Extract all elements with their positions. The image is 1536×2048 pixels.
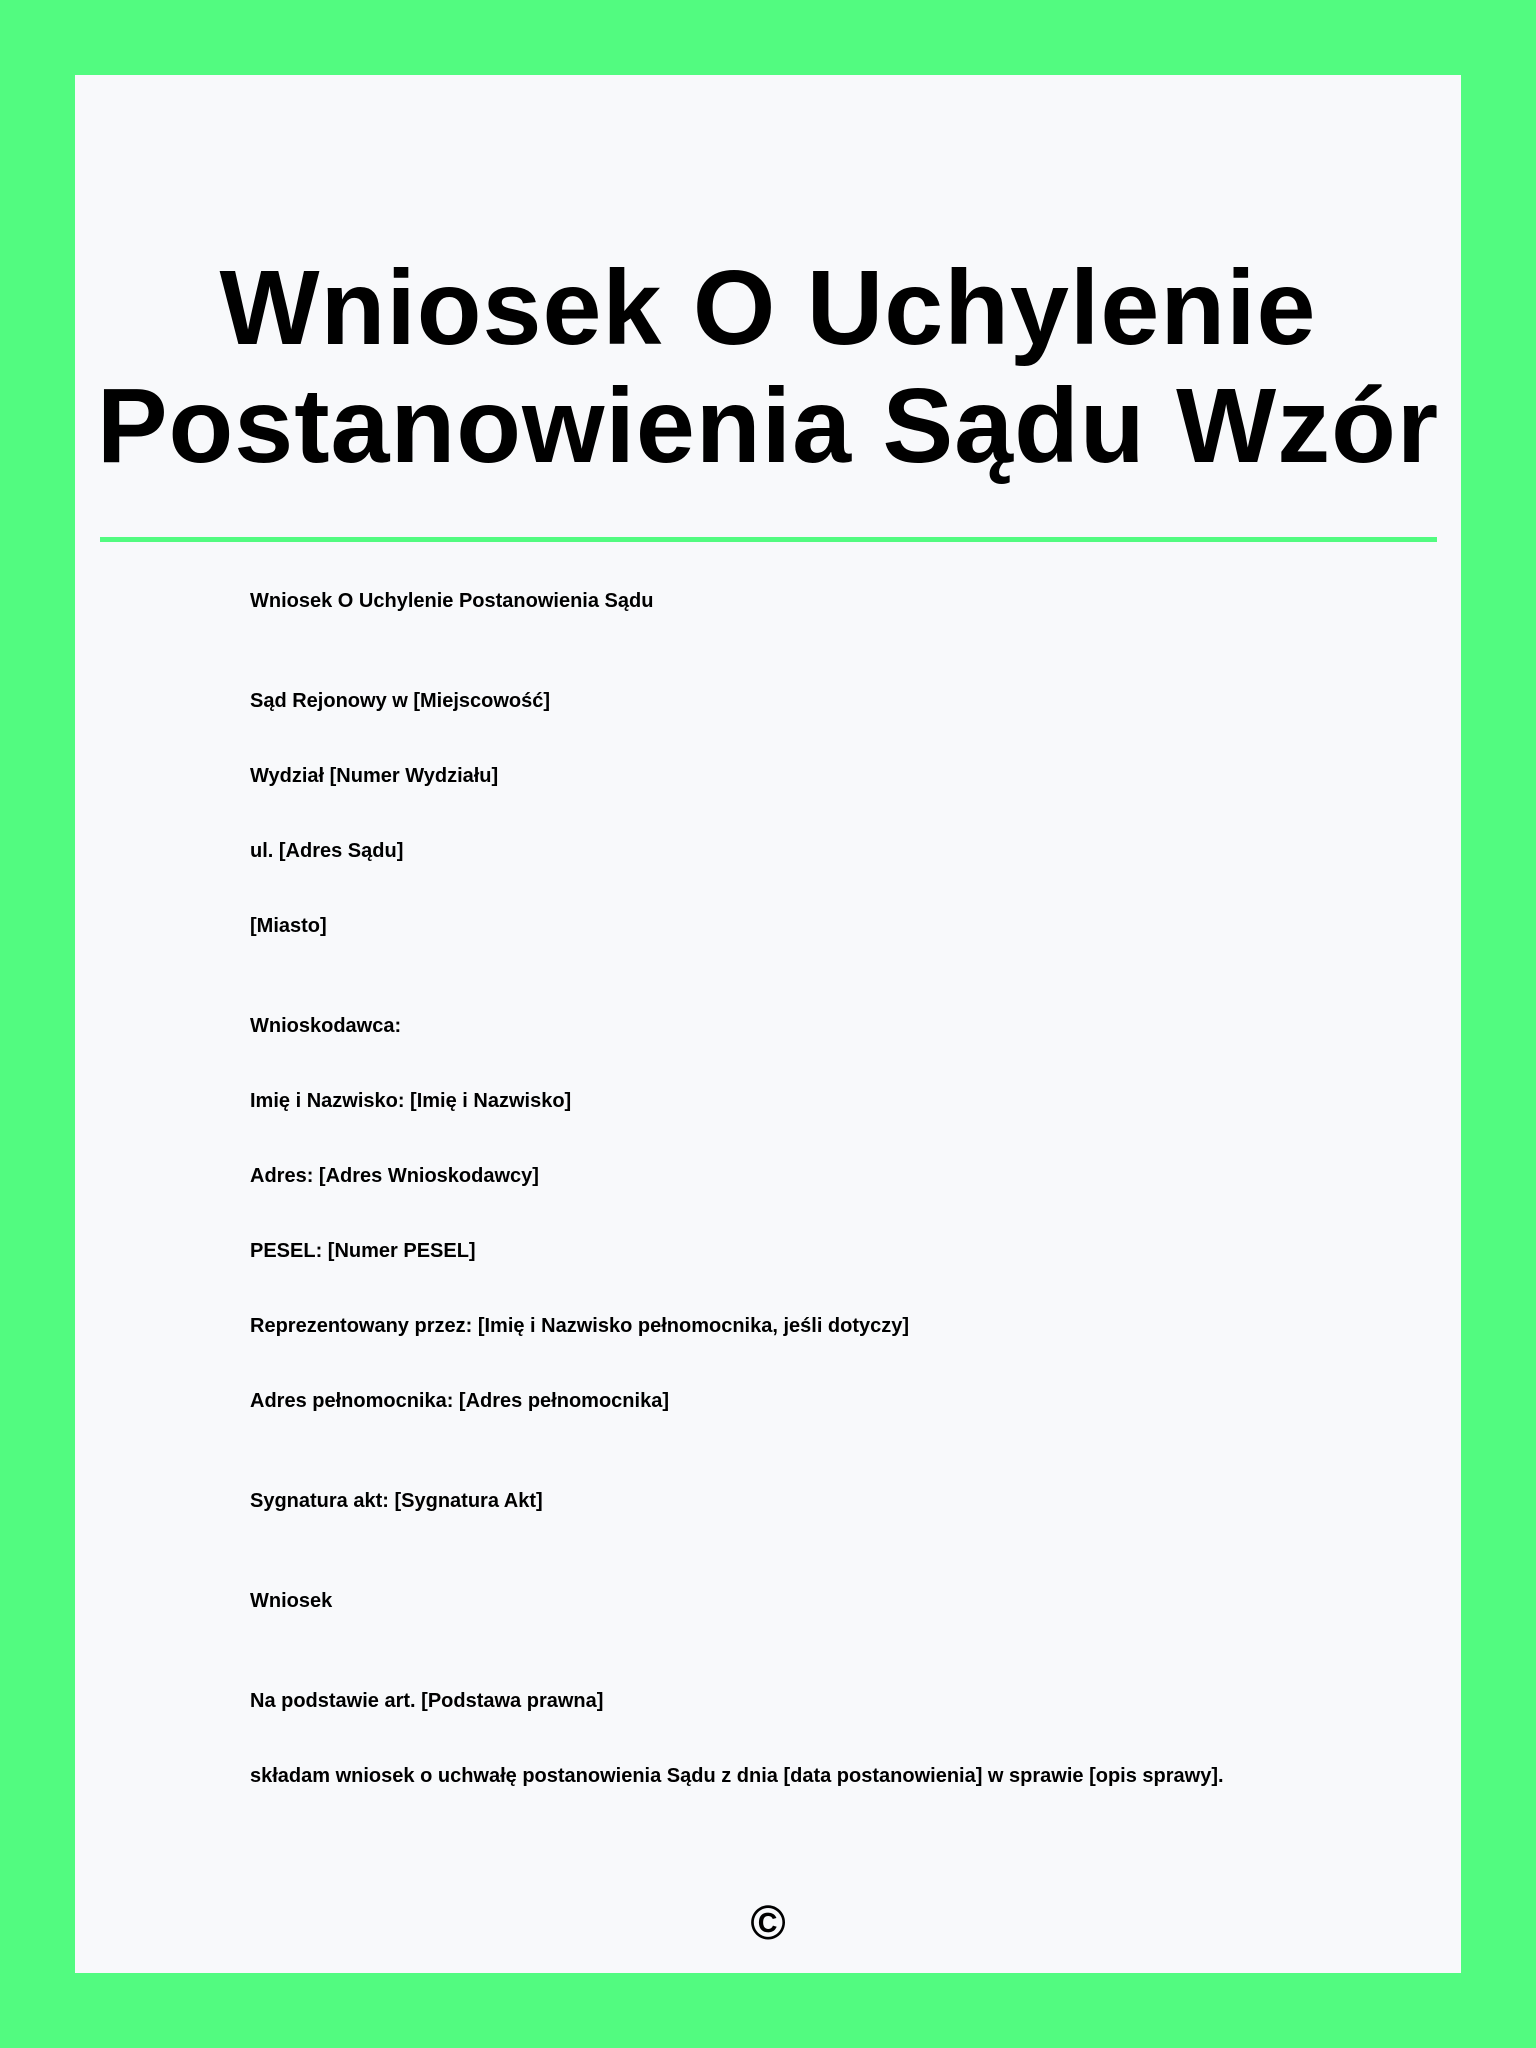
document-title: Wniosek O Uchylenie Postanowienia Sądu Wzór: [96, 249, 1440, 485]
applicant-name: Imię i Nazwisko: [Imię i Nazwisko]: [250, 1090, 572, 1112]
motion-heading: Wniosek: [250, 1590, 333, 1612]
court-street: ul. [Adres Sądu]: [250, 840, 404, 862]
applicant-heading: Wnioskodawca:: [250, 1015, 402, 1037]
applicant-pesel: PESEL: [Numer PESEL]: [250, 1240, 476, 1262]
case-signature: Sygnatura akt: [Sygnatura Akt]: [250, 1490, 543, 1512]
court-name: Sąd Rejonowy w [Miejscowość]: [250, 690, 551, 712]
legal-basis: Na podstawie art. [Podstawa prawna]: [250, 1690, 604, 1712]
document-page: [75, 75, 1461, 1973]
motion-body: składam wniosek o uchwałę postanowienia Sądu z dnia [data postanowienia] w sprawie [opis sprawy].: [250, 1765, 1224, 1787]
title-divider: [100, 537, 1437, 542]
court-city: [Miasto]: [250, 915, 327, 937]
representative-address: Adres pełnomocnika: [Adres pełnomocnika]: [250, 1390, 669, 1412]
document-heading: Wniosek O Uchylenie Postanowienia Sądu: [250, 590, 654, 612]
court-division: Wydział [Numer Wydziału]: [250, 765, 499, 787]
copyright-icon: ©: [750, 1897, 786, 1950]
applicant-address: Adres: [Adres Wnioskodawcy]: [250, 1165, 539, 1187]
representative: Reprezentowany przez: [Imię i Nazwisko pełnomocnika, jeśli dotyczy]: [250, 1315, 910, 1337]
